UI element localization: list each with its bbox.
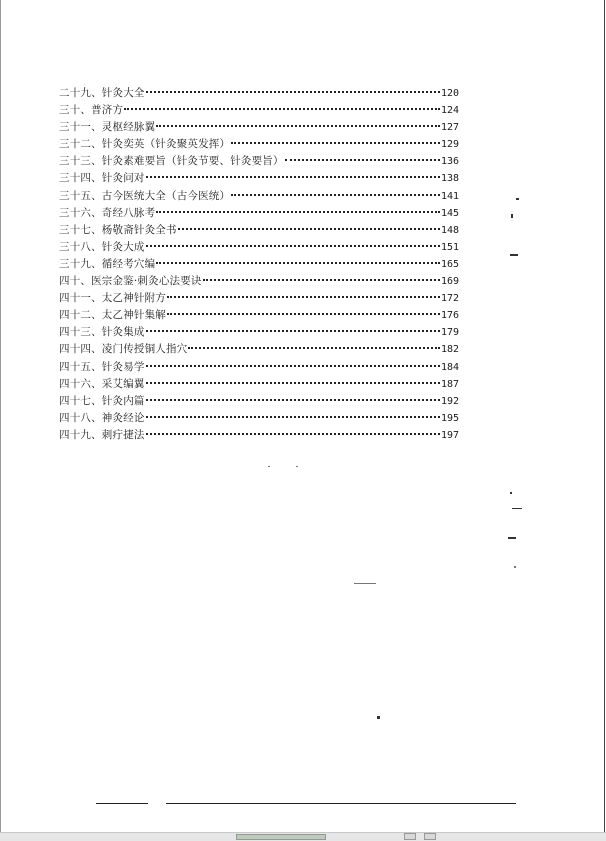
scan-speck xyxy=(511,214,513,218)
scrollbar-thumb[interactable] xyxy=(236,834,326,840)
toc-entry xyxy=(59,102,459,119)
toc-entry xyxy=(59,376,459,393)
toc-entry xyxy=(59,359,459,376)
toc-entry-title: 三十七、杨敬斋针灸全书 xyxy=(59,223,177,236)
toc-entry xyxy=(59,119,459,136)
toc-entry-title: 四十四、凌门传授铜人指穴 xyxy=(59,343,188,356)
toc-leader xyxy=(124,108,440,110)
toc-entry-page: 172 xyxy=(440,293,459,305)
toc-entry xyxy=(59,85,459,102)
toc-leader xyxy=(146,245,440,247)
toc-entry-page: 176 xyxy=(440,310,459,322)
scan-speck xyxy=(516,198,519,200)
toc-entry xyxy=(59,324,459,341)
page-bottom-rule xyxy=(166,803,516,804)
toc-leader xyxy=(146,433,440,435)
toc-entry xyxy=(59,239,459,256)
toc-leader xyxy=(146,91,440,93)
toc-entry-page: 165 xyxy=(440,258,459,270)
toc-leader xyxy=(156,262,440,264)
toc-entry-page: 192 xyxy=(440,395,459,407)
toc-leader xyxy=(146,330,440,332)
toc-entry-page: 129 xyxy=(440,139,459,151)
toc-entry-page: 169 xyxy=(440,276,459,288)
toc-entry xyxy=(59,273,459,290)
toc-entry-page: 187 xyxy=(440,378,459,390)
toc-leader xyxy=(231,142,440,144)
toc-entry-page: 138 xyxy=(440,173,459,185)
toc-leader xyxy=(146,416,440,418)
scan-speck xyxy=(512,508,522,509)
scroll-left-button[interactable] xyxy=(404,833,416,840)
toc-leader xyxy=(156,125,440,127)
toc-entry-title: 二十九、针灸大全 xyxy=(59,87,145,99)
table-of-contents xyxy=(59,85,459,444)
toc-entry-title: 四十一、太乙神针附方 xyxy=(59,292,166,305)
toc-entry-title: 四十七、针灸内篇 xyxy=(59,394,145,407)
toc-leader xyxy=(146,382,440,384)
toc-entry-page: 148 xyxy=(440,224,459,236)
toc-entry-page: 151 xyxy=(440,241,459,253)
toc-entry-title: 四十三、针灸集成 xyxy=(59,326,145,339)
toc-entry xyxy=(59,170,459,187)
toc-entry-title: 四十五、针灸易学 xyxy=(59,360,145,373)
toc-entry-page: 179 xyxy=(440,327,459,339)
toc-entry-title: 三十一、灵枢经脉翼 xyxy=(59,121,156,134)
toc-leader xyxy=(146,399,440,401)
toc-leader xyxy=(146,365,440,367)
toc-entry xyxy=(59,136,459,153)
toc-entry-title: 四十八、神灸经论 xyxy=(59,411,145,424)
toc-entry-page: 195 xyxy=(440,412,459,424)
toc-entry-page: 124 xyxy=(440,105,459,117)
toc-leader xyxy=(156,211,440,213)
toc-leader xyxy=(167,313,440,315)
scan-speck xyxy=(514,566,516,568)
toc-entry-title: 四十六、采艾编翼 xyxy=(59,377,145,390)
scan-speck xyxy=(510,254,518,256)
toc-entry xyxy=(59,256,459,273)
toc-entry-title: 三十二、针灸奕英（针灸聚英发挥） xyxy=(59,138,231,151)
toc-entry xyxy=(59,410,459,427)
toc-entry xyxy=(59,427,459,444)
toc-entry-title: 三十、普济方 xyxy=(59,104,124,117)
toc-leader xyxy=(178,228,440,230)
toc-entry xyxy=(59,341,459,358)
toc-entry xyxy=(59,205,459,222)
toc-entry-page: 182 xyxy=(440,344,459,356)
toc-leader xyxy=(188,347,440,349)
page-bottom-rule xyxy=(96,803,148,804)
toc-entry-page: 120 xyxy=(440,88,459,99)
toc-entry-page: 184 xyxy=(440,361,459,373)
toc-entry-page: 197 xyxy=(440,429,459,441)
toc-entry-title: 四十二、太乙神针集解 xyxy=(59,309,166,322)
scan-speck xyxy=(510,492,512,494)
toc-entry-title: 三十六、奇经八脉考 xyxy=(59,206,156,219)
toc-entry-title: 四十九、刺疔捷法 xyxy=(59,428,145,441)
scan-speck xyxy=(354,583,376,584)
toc-entry-title: 三十三、针灸素难要旨（针灸节要、针灸要旨） xyxy=(59,155,284,168)
toc-leader xyxy=(167,296,440,298)
toc-entry xyxy=(59,222,459,239)
toc-entry-title: 四十、医宗金鉴·刺灸心法要诀 xyxy=(59,275,202,288)
scan-speck xyxy=(268,466,270,467)
toc-entry-page: 127 xyxy=(440,122,459,134)
toc-entry-title: 三十八、针灸大成 xyxy=(59,240,145,253)
toc-entry xyxy=(59,188,459,205)
toc-leader xyxy=(146,176,440,178)
scan-speck xyxy=(377,716,380,719)
scan-speck xyxy=(508,537,516,539)
scroll-right-button[interactable] xyxy=(424,833,436,840)
toc-entry-page: 145 xyxy=(440,207,459,219)
toc-leader xyxy=(203,279,440,281)
toc-entry-page: 136 xyxy=(440,156,459,168)
toc-entry-page: 141 xyxy=(440,190,459,202)
toc-entry-title: 三十九、循经考穴编 xyxy=(59,257,156,270)
toc-entry-title: 三十四、针灸问对 xyxy=(59,172,145,185)
toc-entry xyxy=(59,290,459,307)
toc-leader xyxy=(231,194,440,196)
toc-entry xyxy=(59,307,459,324)
toc-entry xyxy=(59,153,459,170)
toc-leader xyxy=(285,159,440,161)
toc-entry xyxy=(59,393,459,410)
scan-speck xyxy=(296,466,298,467)
toc-entry-title: 三十五、古今医统大全（古今医统） xyxy=(59,189,231,202)
